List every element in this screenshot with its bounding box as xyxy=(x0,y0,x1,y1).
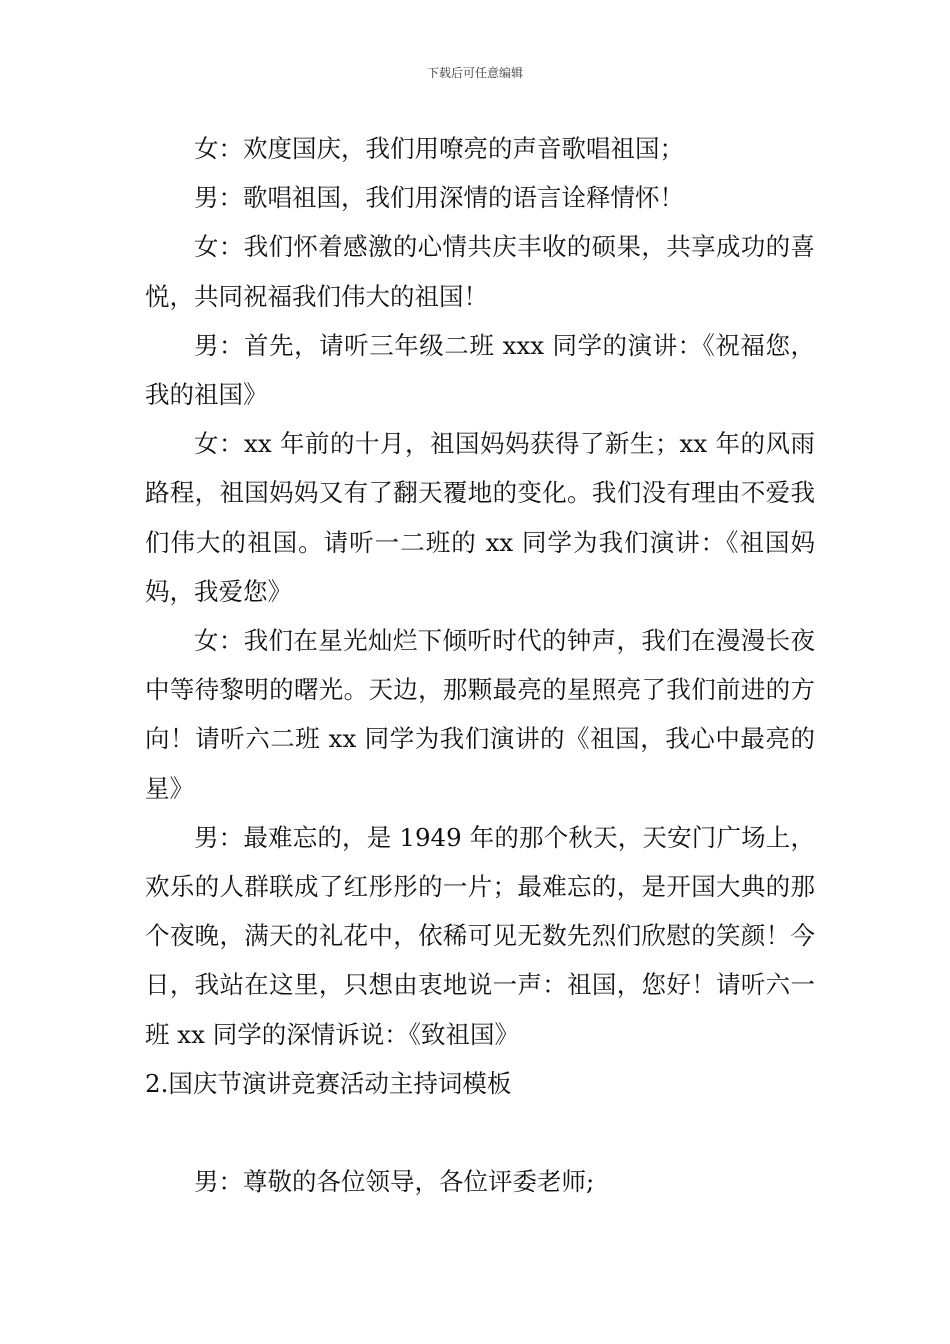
paragraph: 女：欢度国庆，我们用嘹亮的声音歌唱祖国； xyxy=(194,134,684,163)
paragraph: 男：最难忘的，是 1949 年的那个秋天，天安门广场上，欢乐的人群联成了红彤彤的一片；最难忘的，是开国大典的那个夜晚，满天的礼花中，依稀可见无数先烈们欣慰的笑颜！今日，我站在这里，只想由衷地说一声：祖国，您好！请听六一班 xx 同学的深情诉说：《致祖国》 xyxy=(145,822,815,1049)
blank-line xyxy=(145,1108,815,1157)
paragraph: 女：我们怀着感激的心情共庆丰收的硕果，共享成功的喜悦，共同祝福我们伟大的祖国！ xyxy=(145,232,815,311)
paragraph: 男：首先，请听三年级二班 xxx 同学的演讲：《祝福您，我的祖国》 xyxy=(145,330,815,410)
paragraph: 女：xx 年前的十月，祖国妈妈获得了新生；xx 年的风雨路程，祖国妈妈又有了翻天覆地的变化。我们没有理由不爱我们伟大的祖国。请听一二班的 xx 同学为我们演讲：《祖国妈妈，我爱您》 xyxy=(145,429,815,606)
paragraph: 男：歌唱祖国，我们用深情的语言诠释情怀！ xyxy=(194,183,684,213)
paragraph: 女：我们在星光灿烂下倾听时代的钟声，我们在漫漫长夜中等待黎明的曙光。天边，那颗最亮的星照亮了我们前进的方向！请听六二班 xx 同学为我们演讲的《祖国，我心中最亮的星》 xyxy=(145,626,815,803)
document-body xyxy=(145,124,815,1206)
page-header: 下载后可任意编辑 xyxy=(426,66,523,80)
section-heading: 2.国庆节演讲竞赛活动主持词模板 xyxy=(145,1068,512,1098)
paragraph: 男：尊敬的各位领导，各位评委老师; xyxy=(194,1167,595,1197)
